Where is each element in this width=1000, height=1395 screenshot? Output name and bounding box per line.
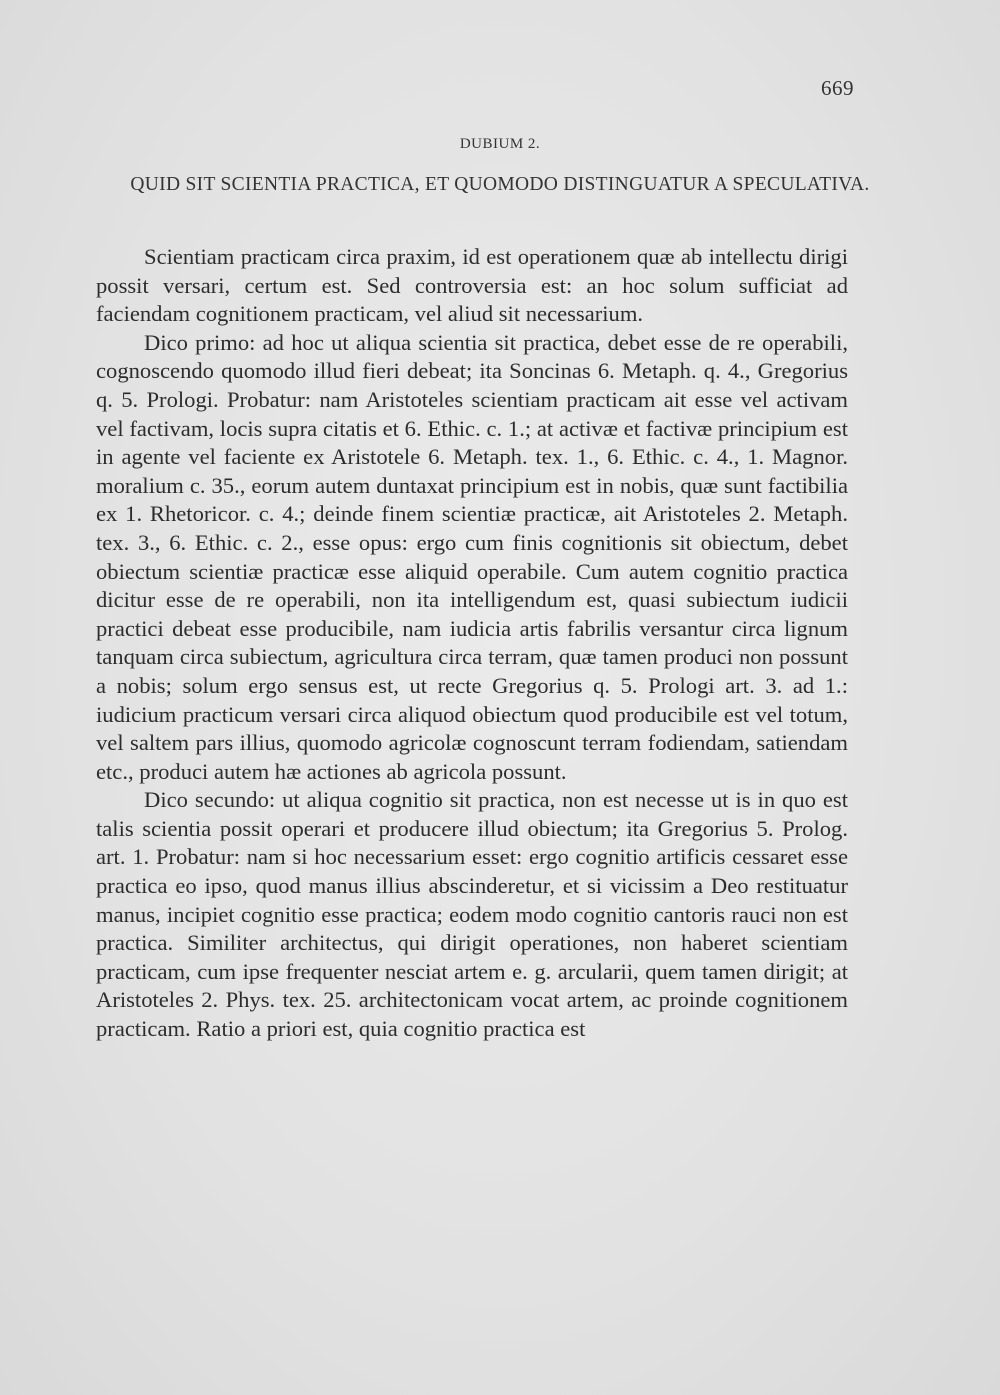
paragraph: Dico primo: ad hoc ut aliqua scientia sit practica, debet esse de re operabili, cognoscendo quomodo illud fieri debeat; ita Soncinas 6. Metaph. q. 4., Gregorius q. 5. Prologi. Probatur: nam Aristoteles scientiam practicam ait esse vel activam vel factivam, locis supra citatis et 6. Ethic. c. 1.; at activæ et factivæ principium est in agente vel faciente ex Aristotele 6. Metaph. tex. 1., 6. Ethic. c. 4., 1. Magnor. moralium c. 35., eorum autem duntaxat principium est in nobis, quæ sunt factibilia ex 1. Rhetoricor. c. 4.; deinde finem scientiæ practicæ, ait Aristoteles 2. Metaph. tex. 3., 6. Ethic. c. 2., esse opus: ergo cum finis cognitionis sit obiectum, debet obiectum scientiæ practicæ esse aliquid operabile. Cum autem cognitio practica dicitur esse de re operabili, non ita intelligendum est, quasi subiectum iudicii practici debeat esse producibile, nam iudicia artis fabrilis versantur circa lignum tanquam circa subiectum, agricultura circa terram, quæ tamen produci non possunt a nobis; solum ergo sensus est, ut recte Gregorius q. 5. Prologi art. 3. ad 1.: iudicium practicum versari circa aliquod obiectum quod producibile est vel totum, vel saltem pars illius, quomodo agricolæ cognoscunt terram fodiendam, satiendam etc., produci autem hæ actiones ab agricola possunt. xyxy=(96,329,848,784)
paragraph: Dico secundo: ut aliqua cognitio sit practica, non est necesse ut is in quo est talis scientia possit operari et producere illud obiectum; ita Gregorius 5. Prolog. art. 1. Probatur: nam si hoc necessarium esset: ergo cognitio artificis cessaret esse practica eo ipso, quod manus illius abscinderetur, et si vicissim a Deo restituatur manus, incipiet cognitio esse practica; eodem modo cognitio cantoris rauci non est practica. Similiter architectus, qui dirigit operationes, non haberet scientiam practicam, cum ipse frequenter nesciat artem e. g. arcularii, quem tamen dirigit; at Aristoteles 2. Phys. tex. 25. architectonicam vocat artem, ac proinde cognitionem practicam. Ratio a priori est, quia cognitio practica est xyxy=(96,787,848,1042)
section-label: DUBIUM 2. xyxy=(459,136,541,152)
section-title: QUID SIT SCIENTIA PRACTICA, ET QUOMODO DISTINGUATUR A SPECULATIVA. xyxy=(130,174,870,195)
page-number: 669 xyxy=(821,76,854,100)
paragraph: Scientiam practicam circa praxim, id est operationem quæ ab intellectu dirigi possit versari, certum est. Sed controversia est: an hoc solum sufficiat ad faciendam cognitionem practicam, vel aliud sit necessarium. xyxy=(96,244,848,327)
body-text xyxy=(96,243,848,1044)
